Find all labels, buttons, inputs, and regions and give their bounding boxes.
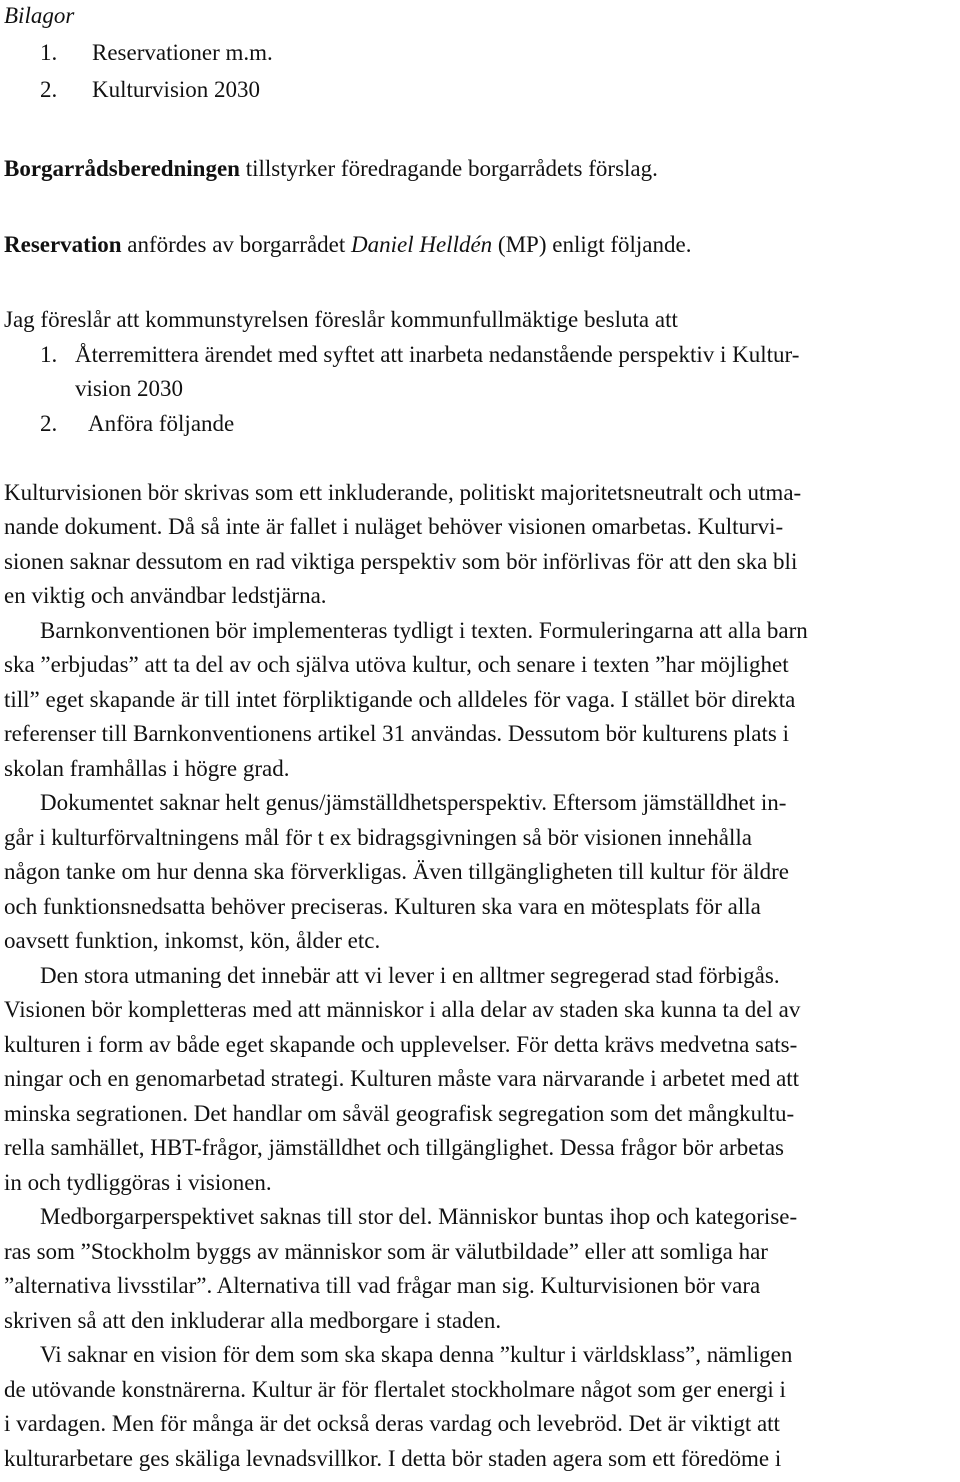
body-line: Dokumentet saknar helt genus/jämställdhetsperspektiv. Eftersom jämställdhet in- xyxy=(40,790,787,815)
body-line: skriven så att den inkluderar alla medborgare i staden. xyxy=(4,1308,502,1333)
body-line: skolan framhållas i högre grad. xyxy=(4,756,290,781)
body-line: Medborgarperspektivet saknas till stor del. Människor buntas ihop och kategorise- xyxy=(40,1204,798,1229)
body-line: minska segrationen. Det handlar om såväl geografisk segregation som det mångkultu- xyxy=(4,1101,795,1126)
attachment-number: 2. xyxy=(40,77,58,102)
body-line: oavsett funktion, inkomst, kön, ålder etc. xyxy=(4,928,381,953)
attachment-item xyxy=(40,36,273,71)
body-line: Visionen bör kompletteras med att människor i alla delar av staden ska kunna ta del av xyxy=(4,997,801,1022)
attachments-heading: Bilagor xyxy=(4,3,75,28)
body-line: de utövande konstnärerna. Kultur är för flertalet stockholmare något som ger energi i xyxy=(4,1377,786,1402)
body-line: Barnkonventionen bör implementeras tydligt i texten. Formuleringarna att alla barn xyxy=(40,618,808,643)
committee-name: Borgarrådsberedningen xyxy=(4,156,240,181)
proposal-item-text: Återremittera ärendet med syftet att inarbeta nedanstående perspektiv i Kultur- xyxy=(75,342,800,367)
attachment-text: Kulturvision 2030 xyxy=(92,77,261,102)
attachment-text: Reservationer m.m. xyxy=(92,40,273,65)
body-line: ras som ”Stockholm byggs av människor som är välutbildade” eller att somliga har xyxy=(4,1239,768,1264)
body-line: Vi saknar en vision för dem som ska skapa denna ”kultur i världsklass”, nämligen xyxy=(40,1342,793,1367)
councillor-name: Daniel Helldén xyxy=(351,232,493,257)
reservation-paragraph xyxy=(4,228,691,263)
body-line: ska ”erbjudas” att ta del av och själva utöva kultur, och senare i texten ”har möjlighet xyxy=(4,652,789,677)
body-line: i vardagen. Men för många är det också deras vardag och levebröd. Det är viktigt att xyxy=(4,1411,780,1436)
body-line: in och tydliggöras i visionen. xyxy=(4,1170,272,1195)
body-line: nande dokument. Då så inte är fallet i nuläget behöver visionen omarbetas. Kulturvi- xyxy=(4,514,784,539)
body-line: till” eget skapande är till intet förpliktigande och alldeles för vaga. I stället bör direkta xyxy=(4,687,796,712)
attachment-number: 1. xyxy=(40,40,58,65)
body-line: en viktig och användbar ledstjärna. xyxy=(4,583,327,608)
reservation-text: anfördes av borgarrådet xyxy=(121,232,352,257)
proposal-item-number: 2. xyxy=(40,411,58,436)
body-line: kulturen i form av både eget skapande och upplevelser. För detta krävs medvetna sats- xyxy=(4,1032,798,1057)
reservation-text-end: (MP) enligt följande. xyxy=(492,232,692,257)
body-line: går i kulturförvaltningens mål för t ex bidragsgivningen så bör visionen innehålla xyxy=(4,825,752,850)
recommendation-text: tillstyrker föredragande borgarrådets förslag. xyxy=(239,156,658,181)
recommendation-paragraph xyxy=(4,152,658,187)
reservation-label: Reservation xyxy=(4,232,122,257)
body-line: någon tanke om hur denna ska förverkligas. Även tillgängligheten till kultur för äldre xyxy=(4,859,789,884)
body-line: ”alternativa livsstilar”. Alternativa till vad frågar man sig. Kulturvisionen bör vara xyxy=(4,1273,761,1298)
proposal-intro: Jag föreslår att kommunstyrelsen föreslår kommunfullmäktige besluta att xyxy=(4,307,678,332)
proposal-item-text: vision 2030 xyxy=(75,376,183,401)
proposal-item-text: Anföra följande xyxy=(88,411,235,436)
body-line: och funktionsnedsatta behöver preciseras. Kulturen ska vara en mötesplats för alla xyxy=(4,894,761,919)
body-line: Kulturvisionen bör skrivas som ett inkluderande, politiskt majoritetsneutralt och utma- xyxy=(4,480,802,505)
proposal-item-number: 1. xyxy=(40,342,58,367)
body-line: kulturarbetare ges skäliga levnadsvillkor. I detta bör staden agera som ett föredöme i xyxy=(4,1446,782,1471)
body-line: sionen saknar dessutom en rad viktiga perspektiv som bör införlivas för att den ska bli xyxy=(4,549,798,574)
body-line: referenser till Barnkonventionens artikel 31 användas. Dessutom bör kulturens plats i xyxy=(4,721,789,746)
body-line: Den stora utmaning det innebär att vi lever i en alltmer segregerad stad förbigås. xyxy=(40,963,780,988)
body-line: ningar och en genomarbetad strategi. Kulturen måste vara närvarande i arbetet med att xyxy=(4,1066,800,1091)
attachment-item xyxy=(40,73,261,108)
body-line: rella samhället, HBT-frågor, jämställdhet och tillgänglighet. Dessa frågor bör arbetas xyxy=(4,1135,784,1160)
